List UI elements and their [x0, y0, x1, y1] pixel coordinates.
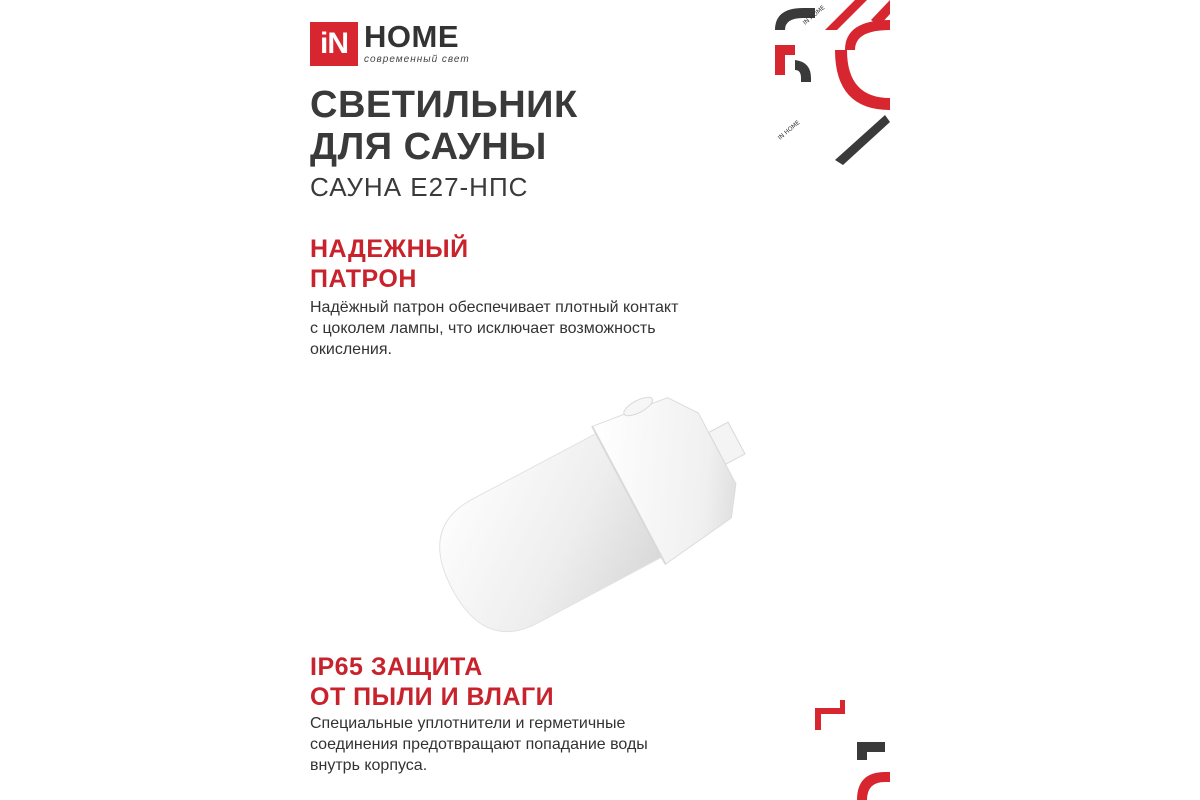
product-title: [310, 84, 578, 168]
decorative-tag-1: IN HOME: [801, 4, 827, 27]
brand-logo: [310, 19, 470, 66]
logo-in-badge: iN: [310, 22, 358, 66]
feature-2-title-line1: IP65 ЗАЩИТА: [310, 653, 483, 681]
decorative-shapes-bottom: [815, 700, 890, 800]
feature-2-title: [310, 652, 554, 712]
feature-2-text: Специальные уплотнители и герметичные соединения предотвращают попадание воды внутрь корпуса.: [310, 715, 648, 774]
feature-1-title-line2: ПАТРОН: [310, 265, 417, 293]
product-title-line1: СВЕТИЛЬНИК: [310, 84, 578, 126]
logo-tagline: современный свет: [364, 54, 470, 65]
feature-2-title-line2: ОТ ПЫЛИ И ВЛАГИ: [310, 683, 555, 711]
feature-1-text: Надёжный патрон обеспечивает плотный контакт с цоколем лампы, что исключает возможность окисления.: [310, 299, 679, 358]
product-title-line2: ДЛЯ САУНЫ: [310, 126, 547, 168]
decorative-tag-2: IN HOME: [776, 119, 802, 142]
sauna-lamp-image: [430, 360, 770, 640]
product-model: САУНА Е27-НПС: [310, 172, 529, 202]
product-card: [310, 0, 890, 800]
logo-home-wordmark: HOME: [364, 19, 459, 54]
decorative-shapes-top: [775, 0, 890, 170]
feature-1-title-line1: НАДЕЖНЫЙ: [310, 235, 469, 263]
feature-1-title: [310, 234, 469, 294]
